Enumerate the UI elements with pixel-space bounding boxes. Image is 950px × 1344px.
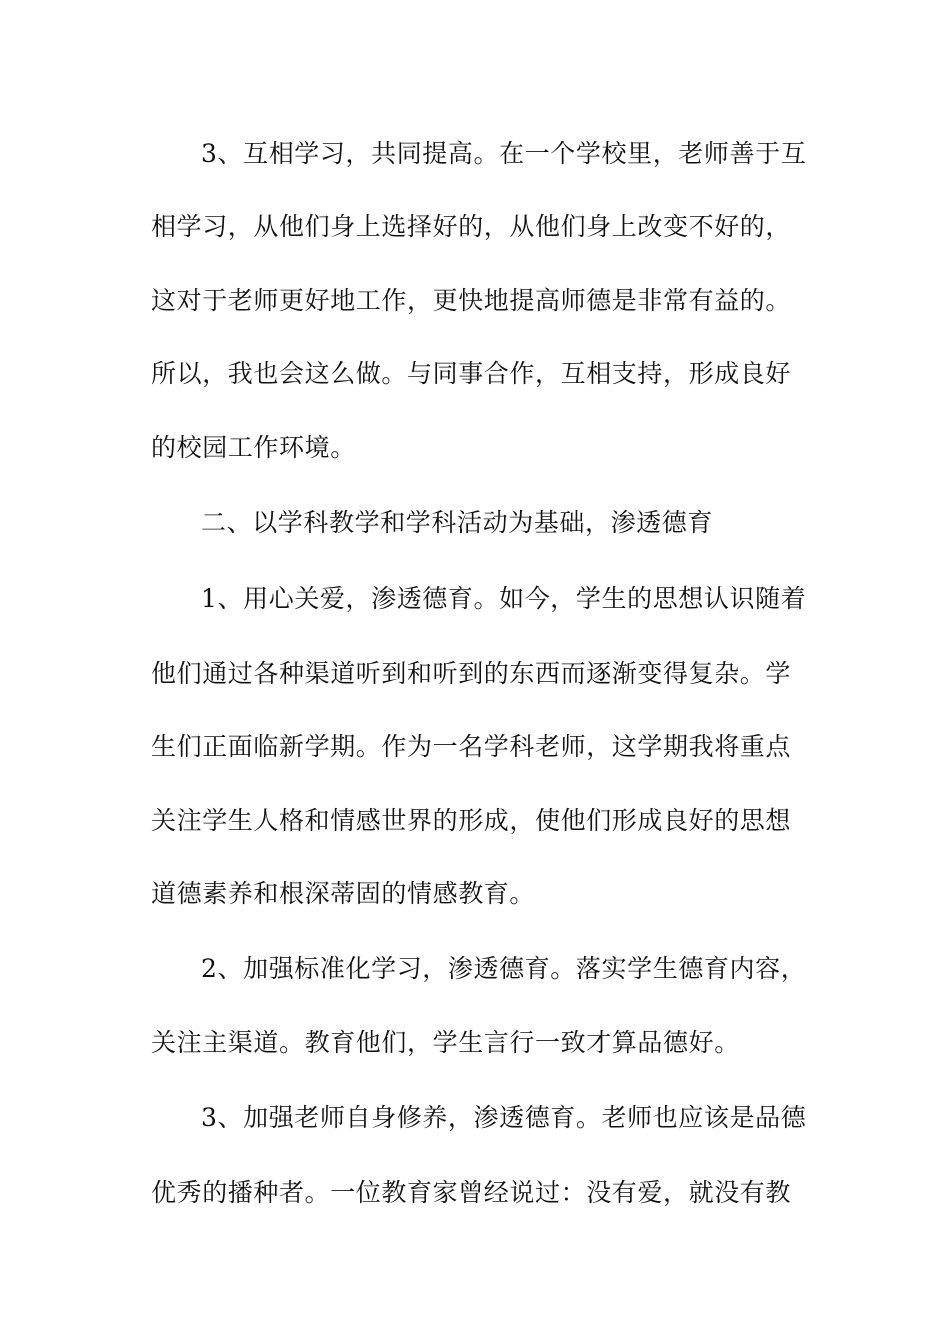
paragraph-line: 3、互相学习，共同提高。在一个学校里，老师善于互 [201, 139, 807, 168]
paragraph-line: 2、加强标准化学习，渗透德育。落实学生德育内容， [201, 954, 807, 983]
paragraph-line: 道德素养和根深蒂固的情感教育。 [151, 879, 536, 908]
paragraph-line: 生们正面临新学期。作为一名学科老师，这学期我将重点 [151, 732, 792, 761]
paragraph-line: 相学习，从他们身上选择好的，从他们身上改变不好的， [151, 212, 792, 241]
paragraph-line: 3、加强老师自身修养，渗透德育。老师也应该是品德 [201, 1103, 807, 1132]
paragraph-line: 关注学生人格和情感世界的形成，使他们形成良好的思想 [151, 806, 792, 835]
paragraph-line: 他们通过各种渠道听到和听到的东西而逐渐变得复杂。学 [151, 659, 792, 688]
paragraph-line: 所以，我也会这么做。与同事合作，互相支持，形成良好 [151, 359, 792, 388]
paragraph-line: 1、用心关爱，渗透德育。如今，学生的思想认识随着 [201, 584, 807, 613]
paragraph-line: 的校园工作环境。 [151, 433, 356, 462]
section-heading: 二、以学科教学和学科活动为基础，渗透德育 [201, 508, 714, 537]
paragraph-line: 这对于老师更好地工作，更快地提高师德是非常有益的。 [151, 286, 792, 315]
paragraph-line: 优秀的播种者。一位教育家曾经说过：没有爱，就没有教 [151, 1178, 792, 1207]
paragraph-line: 关注主渠道。教育他们，学生言行一致才算品德好。 [151, 1028, 740, 1057]
